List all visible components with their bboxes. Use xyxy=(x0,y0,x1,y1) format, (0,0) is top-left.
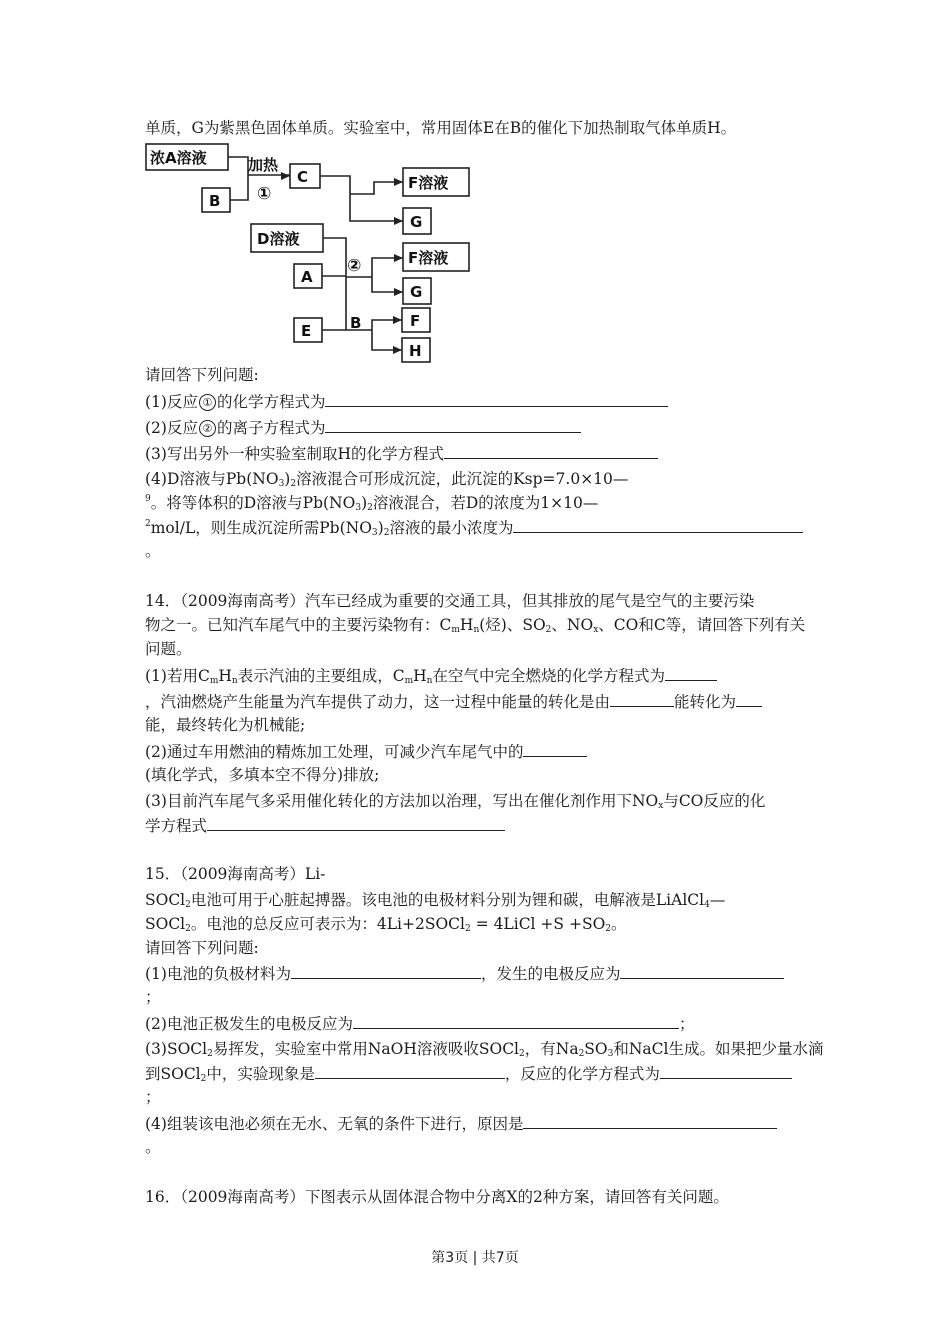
node-F: F xyxy=(410,312,421,330)
answer-blank[interactable] xyxy=(523,740,587,757)
q14-line1: 14．（2009海南高考）汽车已经成为重要的交通工具，但其排放的尾气是空气的主要污染 xyxy=(145,592,755,610)
answer-blank[interactable] xyxy=(207,814,505,831)
answer-blank[interactable] xyxy=(736,690,762,707)
label-catalyst-B: B xyxy=(350,314,362,332)
node-F-solution-1: F溶液 xyxy=(408,174,449,192)
q14-part1-line2: ，汽油燃烧产生能量为汽车提供了动力，这一过程中能量的转化是由 能转化为 xyxy=(145,690,762,713)
label-reaction-1: ① xyxy=(257,184,272,204)
q13-part4-line1: (4)D溶液与$Pb(NO_3)_2$溶液混合可形成沉淀，此沉淀的Ksp=7.0×10— xyxy=(145,470,629,489)
q16-line1: 16．（2009海南高考）下图表示从固体混合物中分离X的2种方案，请回答有关问题。 xyxy=(145,1188,729,1206)
page-footer: 第3页 | 共7页 xyxy=(431,1250,519,1266)
q15-prompt: 请回答下列问题: xyxy=(145,939,259,957)
answer-blank[interactable] xyxy=(353,1012,679,1029)
q14-part2-line1: (2)通过车用燃油的精炼加工处理，可减少汽车尾气中的 xyxy=(145,740,587,763)
answer-blank[interactable] xyxy=(620,962,784,979)
q14-part3-line1: (3)目前汽车尾气多采用催化转化的方法加以治理，写出在催化剂作用下$NO_x$与CO反应的化 xyxy=(145,792,766,811)
q15-line1: 15．（2009海南高考）Li- xyxy=(145,865,326,883)
reaction-flow-diagram xyxy=(140,140,480,366)
q14-part2-line2: (填化学式，多填本空不得分)排放; xyxy=(145,766,380,784)
answer-blank[interactable] xyxy=(665,664,717,681)
answer-blank[interactable] xyxy=(291,962,481,979)
q15-part4-line1: (4)组装该电池必须在无水、无氧的条件下进行，原因是 xyxy=(145,1112,777,1135)
answer-blank[interactable] xyxy=(610,690,674,707)
node-B: B xyxy=(209,192,221,210)
answer-blank[interactable] xyxy=(523,1112,777,1129)
answer-blank[interactable] xyxy=(315,1062,505,1079)
q15-part4-line2: 。 xyxy=(145,1138,161,1156)
node-H: H xyxy=(409,342,422,360)
q15-part1-line2: ； xyxy=(145,988,161,1006)
node-D-solution: D溶液 xyxy=(257,230,300,248)
q13-part3: (3)写出另外一种实验室制取H的化学方程式 xyxy=(145,442,658,465)
q13-part4-line2: $^9$。将等体积的D溶液与$Pb(NO_3)_2$溶液混合，若D的浓度为1×10— xyxy=(145,494,599,513)
q15-part1-line1: (1)电池的负极材料为 ，发生的电极反应为 xyxy=(145,962,784,985)
node-G-2: G xyxy=(410,283,423,301)
node-A: A xyxy=(301,268,313,286)
node-E: E xyxy=(301,322,312,340)
label-heat: 加热 xyxy=(248,156,279,174)
q13-part4-line3: $^2$mol/L，则生成沉淀所需$Pb(NO_3)_2$溶液的最小浓度为 xyxy=(145,516,803,539)
node-F-solution-2: F溶液 xyxy=(408,249,449,267)
q15-line3: SOCl$_2$。电池的总反应可表示为：4Li+2SOCl$_2$ = 4LiCl $+S +SO_2$。 xyxy=(145,915,627,934)
answer-blank[interactable] xyxy=(325,390,668,407)
q13-prompt: 请回答下列问题: xyxy=(145,366,259,384)
q14-line2: 物之一。已知汽车尾气中的主要污染物有：$C_mH_n$(烃)、$SO_2$、$NO_x$、CO和C等，请回答下列有关 xyxy=(145,616,806,635)
answer-blank[interactable] xyxy=(660,1062,792,1079)
q13-part4-line4: 。 xyxy=(145,542,161,560)
answer-blank[interactable] xyxy=(444,442,658,459)
q15-part3-line3: ； xyxy=(145,1088,161,1106)
q15-part2: (2)电池正极发生的电极反应为 ； xyxy=(145,1012,694,1035)
node-G-1: G xyxy=(410,213,423,231)
q15-line2: SOCl$_2$电池可用于心脏起搏器。该电池的电极材料分别为锂和碳，电解液是LiAlCl$_4$— xyxy=(145,891,726,910)
intro-line: 单质，G为紫黑色固体单质。实验室中，常用固体E在B的催化下加热制取气体单质H。 xyxy=(145,119,737,137)
node-conc-A: 浓A溶液 xyxy=(150,149,207,167)
q15-part3-line2: 到SOCl$_2$中，实验现象是 ，反应的化学方程式为 xyxy=(145,1062,792,1085)
q15-part3-line1: (3)SOCl$_2$易挥发，实验室中常用NaOH溶液吸收SOCl$_2$，有$Na_2SO_3$和NaCl生成。如果把少量水滴 xyxy=(145,1040,824,1059)
q13-part2: (2)反应 ② 的离子方程式为 xyxy=(145,416,581,439)
label-reaction-2: ② xyxy=(347,256,362,276)
q14-part3-line2: 学方程式 xyxy=(145,814,505,837)
q14-part1-line3: 能，最终转化为机械能; xyxy=(145,716,306,734)
q14-line3: 问题。 xyxy=(145,640,192,658)
q13-part1: (1)反应 ① 的化学方程式为 xyxy=(145,390,668,413)
node-C: C xyxy=(297,168,309,186)
answer-blank[interactable] xyxy=(513,516,803,533)
q14-part1-line1: (1)若用$C_mH_n$表示汽油的主要组成，$C_mH_n$在空气中完全燃烧的化学方程式为 xyxy=(145,664,717,687)
answer-blank[interactable] xyxy=(325,416,581,433)
